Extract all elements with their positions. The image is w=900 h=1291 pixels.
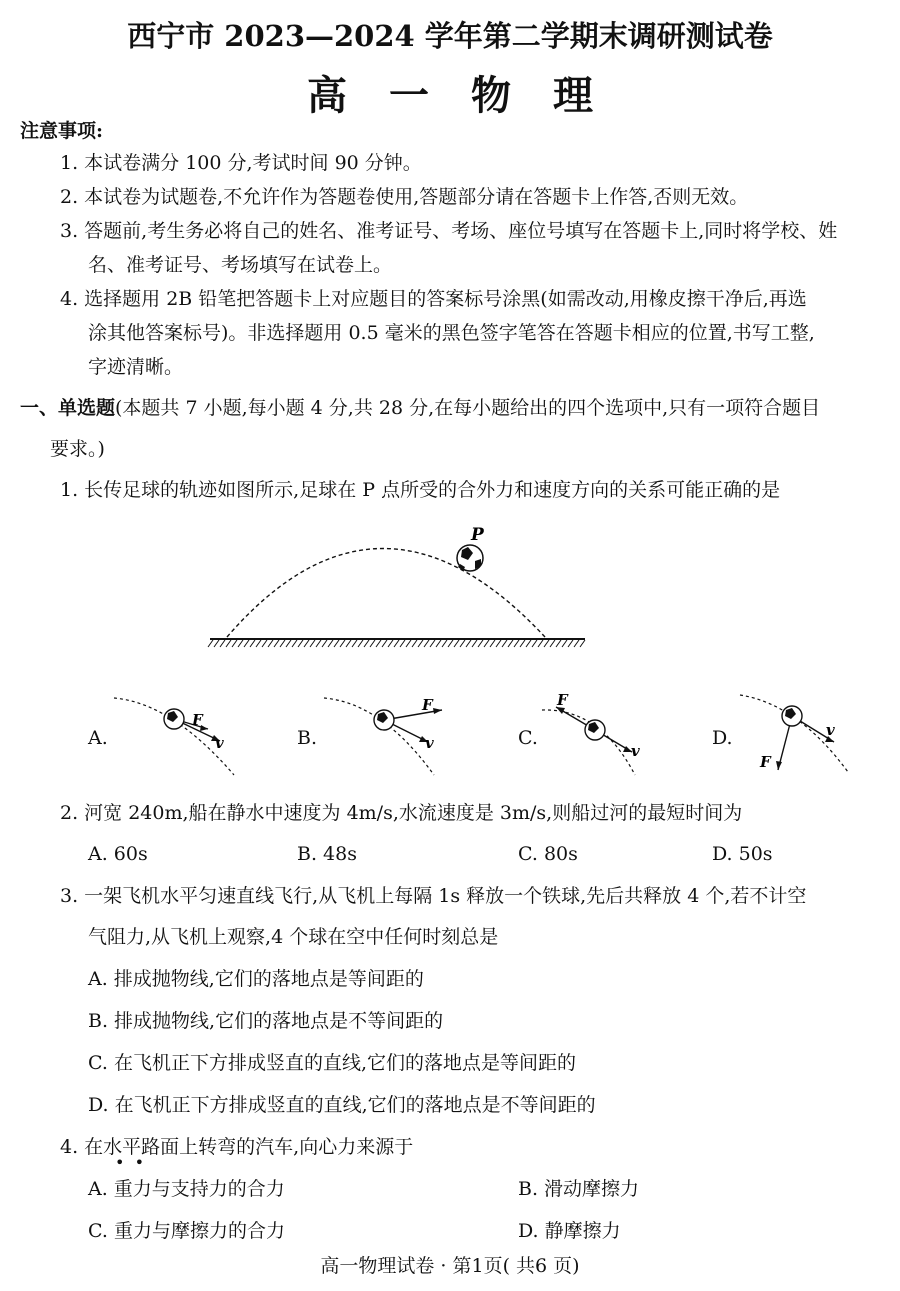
question-3-stem-cont: 气阻力,从飞机上观察,4 个球在空中任何时刻总是 — [88, 926, 499, 948]
q1-option-c-figure — [540, 690, 665, 778]
q3-option-d: D. 在飞机正下方排成竖直的直线,它们的落地点是不等间距的 — [88, 1094, 596, 1116]
q4-option-b: B. 滑动摩擦力 — [518, 1178, 640, 1200]
q3-option-a: A. 排成抛物线,它们的落地点是等间距的 — [88, 968, 424, 990]
force-label-b: F — [422, 696, 433, 714]
q1-option-b-figure — [322, 693, 447, 778]
q1-option-a-figure — [112, 693, 237, 778]
q1-option-d-label: D. — [712, 727, 733, 749]
force-label-d: F — [760, 753, 771, 771]
question-2-stem: 2. 河宽 240m,船在静水中速度为 4m/s,水流速度是 3m/s,则船过河的最短时间为 — [60, 802, 743, 824]
q1-option-c-label: C. — [518, 727, 538, 749]
q4-option-d: D. 静摩擦力 — [518, 1220, 621, 1242]
q3-option-c: C. 在飞机正下方排成竖直的直线,它们的落地点是等间距的 — [88, 1052, 576, 1074]
note-item: 1. 本试卷满分 100 分,考试时间 90 分钟。 — [60, 152, 422, 174]
force-label-a: F — [192, 711, 203, 729]
section-heading — [20, 395, 820, 421]
q2-option-b: B. 48s — [297, 843, 357, 865]
q4-option-c: C. 重力与摩擦力的合力 — [88, 1220, 285, 1242]
trajectory-figure — [205, 520, 595, 670]
velocity-label-a: v — [215, 734, 224, 752]
velocity-label-d: v — [826, 721, 835, 739]
football-icon — [457, 545, 483, 571]
notes-heading: 注意事项: — [20, 120, 104, 142]
note-item: 涂其他答案标号)。非选择题用 0.5 毫米的黑色签字笔答在答题卡相应的位置,书写工整, — [88, 322, 815, 344]
q3-option-b: B. 排成抛物线,它们的落地点是不等间距的 — [88, 1010, 444, 1032]
page-footer: 高一物理试卷 · 第1页( 共6 页) — [320, 1255, 580, 1277]
question-4-stem: 4. 在水平路面上转弯的汽车,向心力来源于 — [60, 1136, 414, 1158]
note-item: 4. 选择题用 2B 铅笔把答题卡上对应题目的答案标号涂黑(如需改动,用橡皮擦干净后,再选 — [60, 288, 807, 310]
q2-option-a: A. 60s — [88, 843, 148, 865]
q1-option-d-figure — [738, 690, 863, 778]
q1-option-b-label: B. — [297, 727, 318, 749]
section-heading-rest: (本题共 7 小题,每小题 4 分,共 28 分,在每小题给出的四个选项中,只有一项符合题目 — [115, 397, 821, 419]
q4-option-a: A. 重力与支持力的合力 — [88, 1178, 285, 1200]
velocity-label-c: v — [631, 742, 640, 760]
note-item: 3. 答题前,考生务必将自己的姓名、准考证号、考场、座位号填写在答题卡上,同时将学校、姓 — [60, 220, 838, 242]
q1-option-a-label: A. — [88, 727, 108, 749]
exam-subject: 高一物理 — [307, 72, 635, 119]
emphasis-dots: • • — [115, 1153, 145, 1172]
note-item: 2. 本试卷为试题卷,不允许作为答题卷使用,答题部分请在答题卡上作答,否则无效。 — [60, 186, 749, 208]
exam-title: 西宁市 2023—2024 学年第二学期末调研测试卷 — [127, 19, 773, 53]
note-item: 字迹清晰。 — [88, 356, 184, 378]
velocity-label-b: v — [425, 734, 434, 752]
note-item: 名、准考证号、考场填写在试卷上。 — [88, 254, 393, 276]
section-heading-cont: 要求。) — [50, 438, 105, 460]
force-label-c: F — [557, 691, 568, 709]
q2-option-c: C. 80s — [518, 843, 578, 865]
section-heading-bold: 一、单选题 — [20, 397, 116, 419]
point-p-label: P — [471, 525, 484, 545]
q2-option-d: D. 50s — [712, 843, 773, 865]
question-1-stem: 1. 长传足球的轨迹如图所示,足球在 P 点所受的合外力和速度方向的关系可能正确的是 — [60, 479, 781, 501]
question-3-stem: 3. 一架飞机水平匀速直线飞行,从飞机上每隔 1s 释放一个铁球,先后共释放 4 个,若不计空 — [60, 885, 807, 907]
